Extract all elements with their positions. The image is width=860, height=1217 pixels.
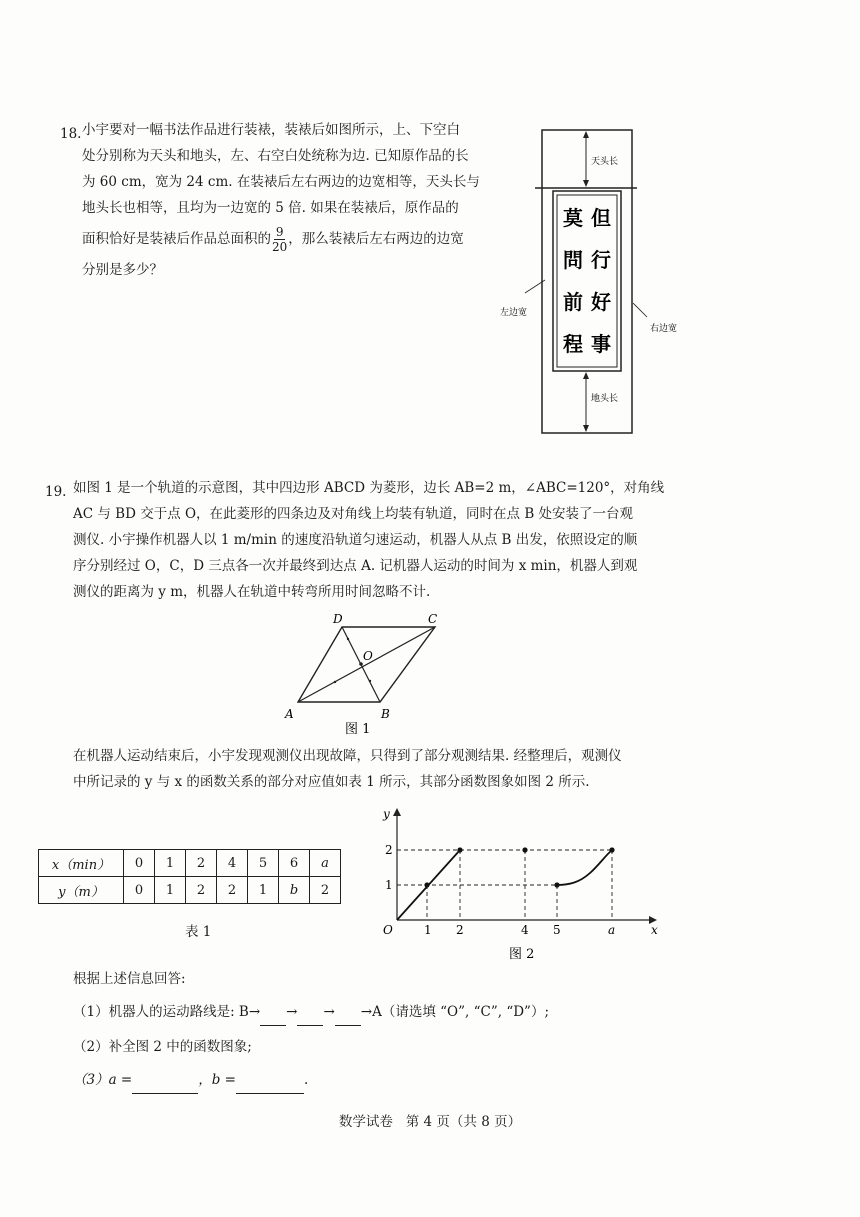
q19-line: 测仪. 小宇操作机器人以 1 m/min 的速度沿轨道匀速运动，机器人从点 B 出发，依照设定的顺 (73, 532, 638, 548)
q18-line: 分别是多少？ (82, 262, 163, 278)
q19-line: AC 与 BD 交于点 O，在此菱形的四条边及对角线上均装有轨道，同时在点 B 处安装了一台观 (73, 506, 634, 522)
q18-line: 处分别称为天头和地头，左、右空白处统称为边. 已知原作品的长 (82, 148, 469, 164)
x-tick: 4 (521, 923, 529, 937)
callig-char: 程 (563, 332, 583, 356)
tick-labels (385, 843, 615, 937)
q18-line: ，那么装裱后左右两边的边宽 (288, 231, 464, 247)
y-axis-label: y (383, 807, 390, 821)
q18-line: 地头长也相等，且均为一边宽的 5 倍. 如果在装裱后，原作品的 (82, 200, 459, 216)
callig-char: 事 (591, 332, 611, 356)
table-cell: a (310, 850, 341, 877)
label-O: O (363, 649, 373, 663)
point-5-1 (554, 882, 559, 887)
table-cell: 1 (248, 877, 279, 904)
part-3 (73, 1067, 308, 1094)
point-2-2 (457, 847, 462, 852)
table-cell: 2 (186, 877, 217, 904)
tiantou-label: 天头长 (591, 157, 619, 167)
scroll-figure (495, 125, 695, 440)
fraction-numerator: 9 (275, 224, 284, 239)
part3-end: . (304, 1072, 309, 1088)
q19-line: 测仪的距离为 y m，机器人在轨道中转弯所用时间忽略不计. (73, 584, 431, 600)
arrow-head (583, 425, 589, 432)
x-tick: 5 (553, 923, 561, 937)
table-1-caption: 表 1 (185, 924, 212, 940)
q18-line: 为 60 cm，宽为 24 cm. 在装裱后左右两边的边宽相等，天头长与 (82, 174, 480, 190)
arrow: → (286, 1004, 298, 1020)
table-row (39, 877, 341, 904)
table-cell: 0 (124, 877, 155, 904)
label-C: C (428, 612, 438, 626)
point-1-1 (424, 882, 429, 887)
part-1 (73, 999, 549, 1026)
right-label: 右边宽 (650, 324, 678, 334)
callig-char: 行 (591, 248, 611, 272)
answer-blank-1[interactable] (260, 999, 286, 1026)
q19-line: 序分别经过 O，C，D 三点各一次并最终到达点 A. 记机器人运动的时间为 x min，机器人到观 (73, 558, 638, 574)
callig-char: 好 (591, 290, 611, 314)
y-axis-arrow (393, 808, 401, 816)
left-label: 左边宽 (500, 308, 528, 318)
arrow-head (583, 131, 589, 138)
point-4-2 (522, 847, 527, 852)
calligraphy (563, 206, 611, 356)
q19-number: 19. (45, 484, 67, 500)
q18-number: 18. (60, 126, 82, 142)
q19-mid (73, 743, 813, 795)
right-pointer (633, 303, 647, 317)
callig-char: 莫 (563, 206, 583, 230)
arrow-head (583, 372, 589, 379)
label-A: A (285, 707, 294, 721)
part-2: （2）补全图 2 中的函数图象; (73, 1039, 252, 1055)
table-cell: 2 (310, 877, 341, 904)
fig2-caption: 图 2 (509, 947, 535, 962)
table-cell: b (279, 877, 310, 904)
vertex-labels (284, 612, 437, 721)
answer-blank-b[interactable] (236, 1067, 304, 1094)
q18-text (82, 117, 502, 283)
table-1 (38, 849, 341, 904)
answer-blank-2[interactable] (297, 999, 323, 1026)
x-tick: 1 (424, 923, 432, 937)
mark-dot (347, 638, 349, 640)
table-header-x: x（min） (39, 850, 124, 877)
table-cell: 1 (155, 877, 186, 904)
part3-a-label: （3）a = (73, 1072, 133, 1088)
ditou-label: 地头长 (591, 394, 619, 404)
scroll-outer (542, 130, 632, 433)
point-a-2 (609, 847, 614, 852)
table-cell: 5 (248, 850, 279, 877)
answer-blank-3[interactable] (335, 999, 361, 1026)
table-cell: 2 (186, 850, 217, 877)
answer-intro: 根据上述信息回答: (73, 971, 186, 987)
part1-prefix: （1）机器人的运动路线是: B→ (73, 1004, 261, 1020)
q18-line: 面积恰好是装裱后作品总面积的 (82, 231, 271, 247)
table-cell: 6 (279, 850, 310, 877)
table-cell: 1 (155, 850, 186, 877)
table-cell: 0 (124, 850, 155, 877)
fig1-caption: 图 1 (345, 722, 371, 737)
callig-char: 前 (563, 290, 583, 314)
q19-line: 在机器人运动结束后，小宇发现观测仪出现故障，只得到了部分观测结果. 经整理后，观测仪 (73, 748, 622, 764)
answer-blank-a[interactable] (132, 1067, 198, 1094)
y-tick: 1 (385, 878, 393, 892)
label-B: B (381, 707, 390, 721)
y-tick: 2 (385, 843, 393, 857)
mark-dot (334, 681, 336, 683)
callig-char: 但 (591, 206, 611, 230)
q19-line: 如图 1 是一个轨道的示意图，其中四边形 ABCD 为菱形，边长 AB=2 m，∠ABC=120°，对角线 (73, 480, 665, 496)
graph-points (424, 847, 614, 887)
graph-curve-5-a (557, 850, 612, 885)
table-header-y: y（m） (39, 877, 124, 904)
table-row (39, 850, 341, 877)
q19-intro (73, 475, 813, 605)
figure-1-rhombus (275, 608, 465, 738)
figure-2-graph (375, 800, 675, 970)
table-cell: 4 (217, 850, 248, 877)
fraction-9-20 (272, 225, 287, 254)
arrow-head (583, 180, 589, 187)
x-tick: a (608, 923, 616, 937)
table-cell: 2 (217, 877, 248, 904)
label-D: D (333, 612, 343, 626)
part3-b-label: ，b = (198, 1072, 236, 1088)
x-axis-label: x (651, 923, 658, 937)
q18-line: 小宇要对一幅书法作品进行装裱，装裱后如图所示，上、下空白 (82, 122, 460, 138)
x-tick: 2 (456, 923, 464, 937)
callig-char: 問 (563, 248, 583, 272)
q18-line-fraction (82, 221, 502, 257)
fraction-denominator: 20 (272, 239, 288, 254)
origin-label: O (383, 923, 393, 937)
arrow: → (323, 1004, 335, 1020)
mark-dot (369, 680, 371, 682)
page-footer: 数学试卷 第 4 页（共 8 页） (338, 1114, 522, 1130)
part1-suffix: →A（请选填 “O”, “C”, “D”）; (360, 1004, 549, 1020)
diagonal-AC (298, 627, 435, 702)
q19-line: 中所记录的 y 与 x 的函数关系的部分对应值如表 1 所示，其部分函数图象如图 2 所示. (73, 774, 590, 790)
